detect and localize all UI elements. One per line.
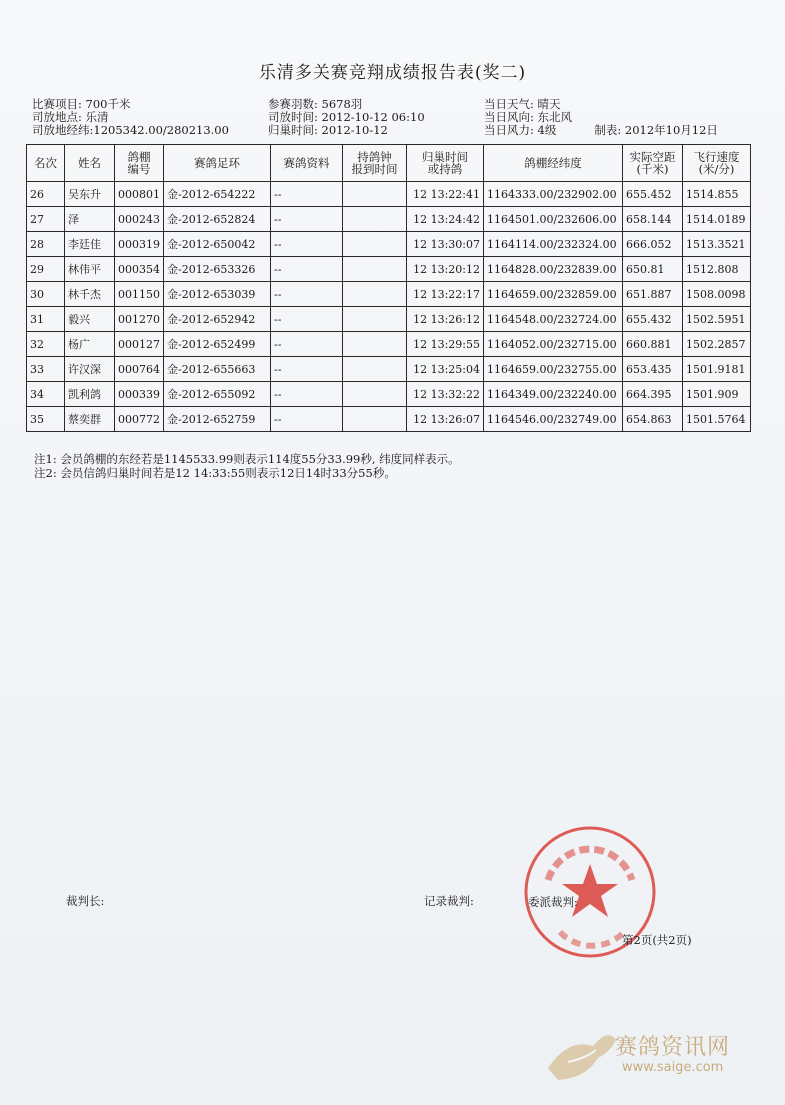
cell-clock	[343, 182, 407, 207]
cell-ring: 金-2012-652824	[164, 207, 271, 232]
cell-name: 凯利鸽	[65, 382, 115, 407]
meta-wind-force: 当日风力: 4级	[484, 123, 557, 137]
cell-coord: 1164114.00/232324.00	[484, 232, 623, 257]
cell-clock	[343, 332, 407, 357]
watermark-name: 赛鸽资讯网	[615, 1035, 731, 1060]
cell-ret: 12 13:22:17	[407, 282, 484, 307]
cell-ret: 12 13:24:42	[407, 207, 484, 232]
cell-clock	[343, 357, 407, 382]
cell-clock	[343, 382, 407, 407]
cell-rank: 32	[27, 332, 65, 357]
cell-info: --	[271, 332, 343, 357]
table-row	[27, 407, 751, 432]
table-row	[27, 357, 751, 382]
cell-ring: 金-2012-652759	[164, 407, 271, 432]
table-row	[27, 207, 751, 232]
cell-ring: 金-2012-652942	[164, 307, 271, 332]
meta-release-place: 司放地点: 乐清	[32, 110, 109, 124]
cell-ring: 金-2012-652499	[164, 332, 271, 357]
cell-dist: 655.432	[623, 307, 683, 332]
meta-made-date: 制表: 2012年10月12日	[594, 123, 718, 137]
cell-name: 毅兴	[65, 307, 115, 332]
header-speed: 飞行速度 (米/分)	[683, 145, 751, 182]
cell-speed: 1501.5764	[683, 407, 751, 432]
cell-dist: 651.887	[623, 282, 683, 307]
cell-speed: 1514.855	[683, 182, 751, 207]
meta-event: 比赛项目: 700千米	[32, 97, 131, 111]
meta-weather: 当日天气: 晴天	[484, 97, 561, 111]
cell-clock	[343, 407, 407, 432]
cell-coord: 1164828.00/232839.00	[484, 257, 623, 282]
cell-coord: 1164052.00/232715.00	[484, 332, 623, 357]
cell-name: 泽	[65, 207, 115, 232]
header-coord: 鸽棚经纬度	[484, 145, 623, 182]
meta-column-middle	[268, 98, 425, 137]
cell-loft: 000319	[115, 232, 164, 257]
cell-ring: 金-2012-653326	[164, 257, 271, 282]
assigned-judge-label: 委派裁判:	[528, 895, 578, 909]
cell-info: --	[271, 257, 343, 282]
cell-speed: 1501.909	[683, 382, 751, 407]
table-row	[27, 257, 751, 282]
cell-rank: 28	[27, 232, 65, 257]
cell-ring: 金-2012-655092	[164, 382, 271, 407]
cell-loft: 001150	[115, 282, 164, 307]
cell-rank: 26	[27, 182, 65, 207]
cell-coord: 1164659.00/232755.00	[484, 357, 623, 382]
table-header-row	[27, 145, 751, 182]
table-row	[27, 182, 751, 207]
cell-name: 林千杰	[65, 282, 115, 307]
recorder-judge-label: 记录裁判:	[424, 894, 474, 908]
cell-speed: 1501.9181	[683, 357, 751, 382]
cell-name: 杨广	[65, 332, 115, 357]
cell-clock	[343, 282, 407, 307]
cell-dist: 655.452	[623, 182, 683, 207]
cell-speed: 1513.3521	[683, 232, 751, 257]
cell-name: 吴东升	[65, 182, 115, 207]
cell-ret: 12 13:32:22	[407, 382, 484, 407]
cell-name: 许汉深	[65, 357, 115, 382]
cell-rank: 35	[27, 407, 65, 432]
cell-loft: 000772	[115, 407, 164, 432]
cell-ring: 金-2012-653039	[164, 282, 271, 307]
cell-ring: 金-2012-654222	[164, 182, 271, 207]
meta-wind-force-row	[484, 124, 718, 137]
cell-speed: 1502.5951	[683, 307, 751, 332]
meta-column-left	[32, 98, 229, 137]
cell-name: 林伟平	[65, 257, 115, 282]
page-number: 第2页(共2页)	[622, 933, 692, 947]
cell-info: --	[271, 307, 343, 332]
header-rank: 名次	[27, 145, 65, 182]
cell-coord: 1164659.00/232859.00	[484, 282, 623, 307]
cell-clock	[343, 232, 407, 257]
cell-coord: 1164333.00/232902.00	[484, 182, 623, 207]
cell-ring: 金-2012-650042	[164, 232, 271, 257]
notes	[34, 452, 460, 480]
cell-coord: 1164548.00/232724.00	[484, 307, 623, 332]
cell-loft: 000801	[115, 182, 164, 207]
header-name: 姓名	[65, 145, 115, 182]
table-row	[27, 307, 751, 332]
cell-rank: 31	[27, 307, 65, 332]
header-loft: 鸽棚 编号	[115, 145, 164, 182]
cell-speed: 1514.0189	[683, 207, 751, 232]
cell-ret: 12 13:26:07	[407, 407, 484, 432]
table-row	[27, 382, 751, 407]
meta-release-time: 司放时间: 2012-10-12 06:10	[268, 110, 425, 124]
cell-ret: 12 13:20:12	[407, 257, 484, 282]
cell-dist: 666.052	[623, 232, 683, 257]
cell-dist: 653.435	[623, 357, 683, 382]
cell-loft: 000354	[115, 257, 164, 282]
header-info: 赛鸽资料	[271, 145, 343, 182]
cell-info: --	[271, 232, 343, 257]
cell-coord: 1164546.00/232749.00	[484, 407, 623, 432]
cell-ret: 12 13:22:41	[407, 182, 484, 207]
cell-info: --	[271, 382, 343, 407]
cell-name: 蔡奕群	[65, 407, 115, 432]
cell-ret: 12 13:30:07	[407, 232, 484, 257]
cell-coord: 1164501.00/232606.00	[484, 207, 623, 232]
cell-loft: 000243	[115, 207, 164, 232]
meta-release-coord: 司放地经纬:1205342.00/280213.00	[32, 123, 229, 137]
cell-dist: 658.144	[623, 207, 683, 232]
cell-clock	[343, 307, 407, 332]
cell-name: 李廷佳	[65, 232, 115, 257]
cell-loft: 000339	[115, 382, 164, 407]
cell-info: --	[271, 207, 343, 232]
cell-clock	[343, 207, 407, 232]
cell-info: --	[271, 357, 343, 382]
cell-loft: 000764	[115, 357, 164, 382]
header-ring: 赛鸽足环	[164, 145, 271, 182]
cell-rank: 34	[27, 382, 65, 407]
chief-judge-label: 裁判长:	[66, 894, 105, 908]
meta-column-right	[484, 98, 718, 137]
cell-rank: 30	[27, 282, 65, 307]
watermark-url: www.saige.com	[622, 1060, 724, 1075]
cell-ring: 金-2012-655663	[164, 357, 271, 382]
page-title: 乐清多关赛竞翔成绩报告表(奖二)	[258, 63, 527, 83]
table-row	[27, 232, 751, 257]
cell-ret: 12 13:26:12	[407, 307, 484, 332]
note-1: 注1: 会员鸽棚的东经若是1145533.99则表示114度55分33.99秒, 纬度同样表示。	[34, 452, 460, 466]
cell-speed: 1502.2857	[683, 332, 751, 357]
cell-dist: 660.881	[623, 332, 683, 357]
cell-ret: 12 13:25:04	[407, 357, 484, 382]
table-row	[27, 282, 751, 307]
cell-info: --	[271, 182, 343, 207]
cell-speed: 1508.0098	[683, 282, 751, 307]
cell-speed: 1512.808	[683, 257, 751, 282]
meta-return-time: 归巢时间: 2012-10-12	[268, 123, 388, 137]
cell-ret: 12 13:29:55	[407, 332, 484, 357]
cell-info: --	[271, 407, 343, 432]
cell-coord: 1164349.00/232240.00	[484, 382, 623, 407]
cell-rank: 29	[27, 257, 65, 282]
header-distance: 实际空距 (千米)	[623, 145, 683, 182]
cell-dist: 664.395	[623, 382, 683, 407]
cell-loft: 000127	[115, 332, 164, 357]
meta-entries: 参赛羽数: 5678羽	[268, 97, 363, 111]
cell-dist: 654.863	[623, 407, 683, 432]
cell-dist: 650.81	[623, 257, 683, 282]
results-table	[26, 144, 751, 432]
note-2: 注2: 会员信鸽归巢时间若是12 14:33:55则表示12日14时33分55秒。	[34, 466, 396, 480]
header-clock: 持鸽钟 报到时间	[343, 145, 407, 182]
cell-clock	[343, 257, 407, 282]
cell-info: --	[271, 282, 343, 307]
table-row	[27, 332, 751, 357]
header-return: 归巢时间 或持鸽	[407, 145, 484, 182]
cell-rank: 27	[27, 207, 65, 232]
cell-rank: 33	[27, 357, 65, 382]
cell-loft: 001270	[115, 307, 164, 332]
meta-wind-dir: 当日风向: 东北风	[484, 110, 573, 124]
